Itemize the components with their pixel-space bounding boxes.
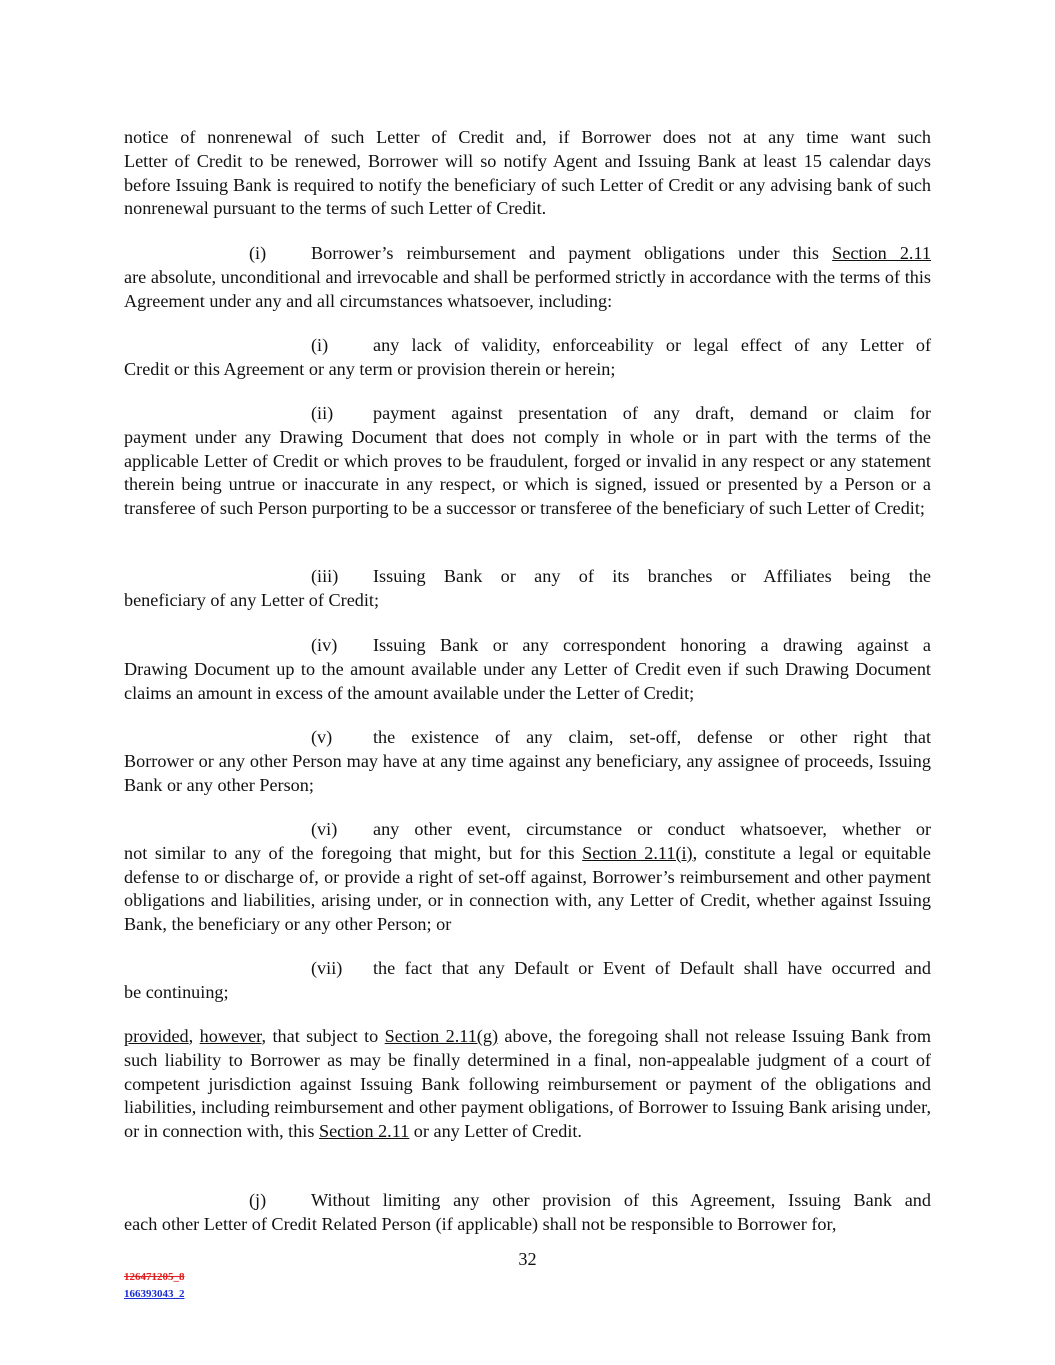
page-number: 32 (518, 1249, 537, 1269)
clause-vi-rest-a: not similar to any of the foregoing that might, but for this (124, 842, 583, 863)
clause-i-lead: any lack of validity, enforceability or legal effect of any Letter of (373, 335, 931, 355)
intro-first-line: notice of nonrenewal of such Letter of Credit and, if Borrower does not at any time want such (124, 127, 931, 147)
provided-term: provided (124, 1026, 189, 1046)
clause-iv-rest: Drawing Document up to the amount available under any Letter of Credit even if such Drawing Document claims an amount in excess of the amount available under the Letter of Credit; (124, 658, 931, 703)
proviso-text-3: or any Letter of Credit. (409, 1121, 582, 1142)
paragraph-j-number: (j) (249, 1190, 267, 1210)
clause-v-rest: Borrower or any other Person may have at any time against any beneficiary, any assignee of proceeds, Issuing Bank or any other Person; (124, 750, 931, 795)
section-reference[interactable]: Section 2.11 (832, 243, 931, 263)
clause-ii-first-line (124, 402, 931, 426)
paragraph-j-first-line (124, 1189, 931, 1213)
clause-i (124, 334, 931, 382)
clause-v-number: (v) (311, 727, 333, 747)
paragraph-i (124, 242, 931, 313)
clause-i-rest: Credit or this Agreement or any term or provision therein or herein; (124, 358, 616, 379)
clause-vii-number: (vii) (311, 958, 343, 978)
clause-vi-first-line (124, 818, 931, 842)
paragraph-i-lead: Borrower’s reimbursement and payment obligations under this (311, 243, 833, 263)
paragraph-j-rest: each other Letter of Credit Related Person (if applicable) shall not be responsible to Borrower for, (124, 1213, 837, 1234)
clause-i-first-line (124, 334, 931, 358)
clause-vii-rest: be continuing; (124, 981, 229, 1002)
clause-iv-lead: Issuing Bank or any correspondent honoring a drawing against a (373, 635, 931, 655)
section-reference[interactable]: Section 2.11(i) (582, 842, 693, 863)
clause-i-number: (i) (311, 335, 329, 355)
clause-vi-rest (124, 842, 931, 937)
clause-iv-number: (iv) (311, 635, 338, 655)
clause-vi-number: (vi) (311, 819, 338, 839)
clause-ii-number: (ii) (311, 403, 334, 423)
intro-paragraph (124, 126, 931, 221)
proviso-text-1: , that subject to (261, 1026, 385, 1046)
proviso-text-2: above, the foregoing shall not release Issuing Bank from such liability to Borrower as may be finally determined in a final, non-appealable judgment of a court of competent jurisdiction against Issuing Bank following reimbursement or payment of the obligations and liabilities, including reimbursement and other payment obligations, of Borrower to Issuing Bank arising under, or in connection with, this (124, 1026, 932, 1142)
section-reference[interactable]: Section 2.11(g) (384, 1026, 499, 1046)
clause-v-lead: the existence of any claim, set-off, defense or other right that (373, 727, 931, 747)
clause-vii-lead: the fact that any Default or Event of Default shall have occurred and (373, 958, 931, 978)
clause-vii (124, 957, 931, 1005)
clause-iii-lead: Issuing Bank or any of its branches or Affiliates being the (373, 566, 931, 586)
paragraph-i-number: (i) (249, 243, 267, 263)
clause-ii (124, 402, 931, 521)
clause-iii (124, 565, 931, 613)
intro-rest: Letter of Credit to be renewed, Borrower will so notify Agent and Issuing Bank at least 15 calendar days before Issuing Bank is required to notify the beneficiary of such Letter of Credit or any advising bank of such nonrenewal pursuant to the terms of such Letter of Credit. (124, 150, 931, 219)
clause-iii-rest: beneficiary of any Letter of Credit; (124, 589, 380, 610)
clause-vi-lead: any other event, circumstance or conduct whatsoever, whether or (373, 819, 931, 839)
clause-iii-first-line (124, 565, 931, 589)
paragraph-i-first-line (124, 242, 931, 266)
clause-v (124, 726, 931, 797)
paragraph-i-rest: are absolute, unconditional and irrevocable and shall be performed strictly in accordance with the terms of this Agreement under any and all circumstances whatsoever, including: (124, 266, 931, 311)
section-reference[interactable]: Section 2.11 (318, 1121, 410, 1142)
clause-iv-first-line (124, 634, 931, 658)
clause-vi-rest-b: , constitute a legal or equitable defense to or discharge of, or provide a right of set-off against, Borrower’s reimbursement and other payment obligations and liabilities, arising under, or in connection with, any Letter of Credit, whether against Issuing Bank, the beneficiary or any other Person; or (124, 842, 931, 935)
clause-v-first-line (124, 726, 931, 750)
doc-id-deleted: 126471205_8 (124, 1271, 185, 1283)
clause-vi (124, 818, 931, 937)
however-term: however (199, 1026, 262, 1046)
doc-id-inserted: 166393043_2 (124, 1288, 185, 1300)
proviso-paragraph (124, 1025, 931, 1144)
clause-vii-first-line (124, 957, 931, 981)
clause-ii-rest: payment under any Drawing Document that does not comply in whole or in part with the terms of the applicable Letter of Credit or which proves to be fraudulent, forged or invalid in any respect or any statement therein being untrue or inaccurate in any respect, or which is signed, issued or presented by a Person or a transferee of such Person purporting to be a successor or transferee of the beneficiary of such Letter of Credit; (124, 426, 931, 519)
paragraph-j (124, 1189, 931, 1237)
proviso-sep: , (188, 1026, 200, 1046)
clause-iv (124, 634, 931, 705)
clause-iii-number: (iii) (311, 566, 339, 586)
paragraph-j-lead: Without limiting any other provision of this Agreement, Issuing Bank and (311, 1190, 931, 1210)
clause-ii-lead: payment against presentation of any draft, demand or claim for (373, 403, 931, 423)
